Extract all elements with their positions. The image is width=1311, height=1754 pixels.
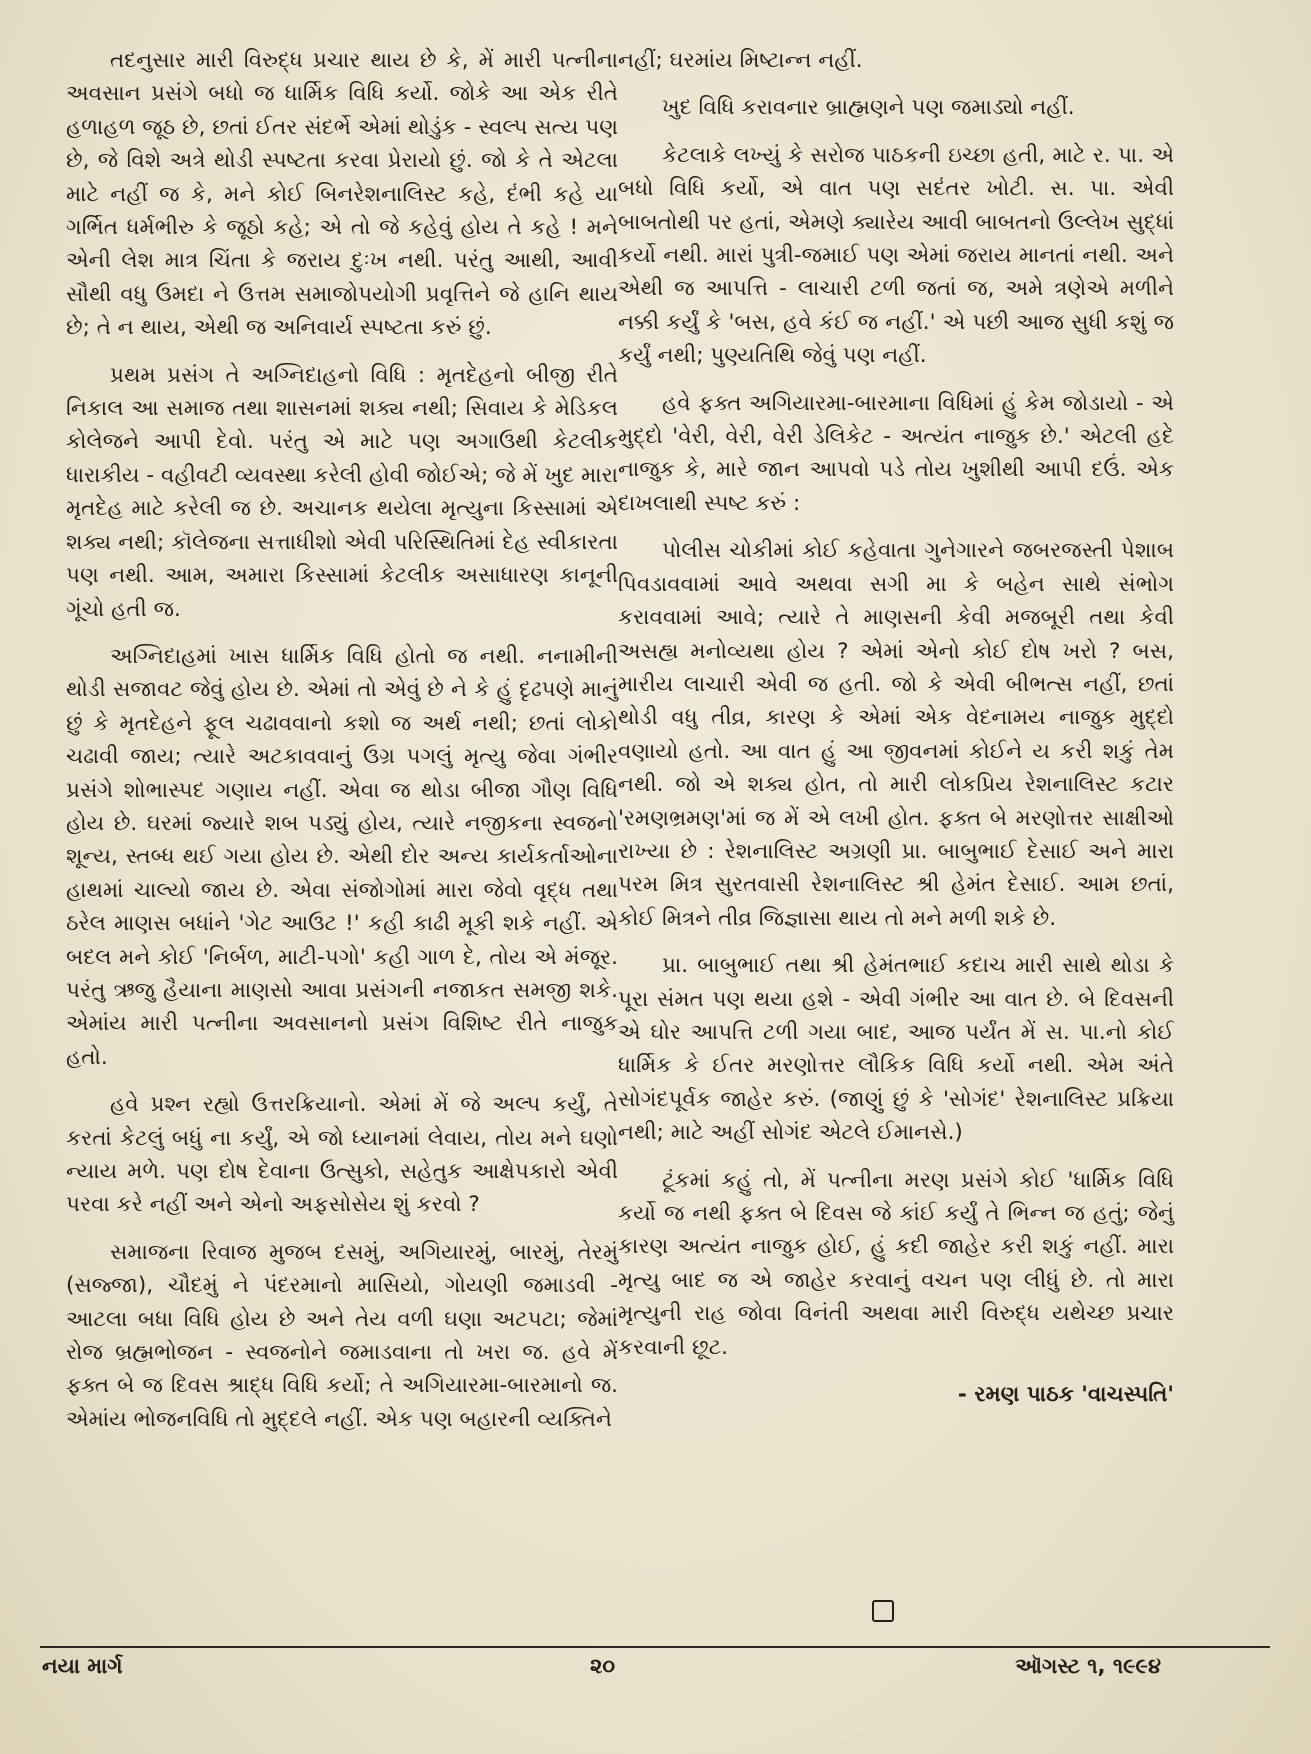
paragraph: પ્રા. બાબુભાઈ તથા શ્રી હેમંતભાઈ કદાચ મારી સાથે થોડા કે પૂરા સંમત પણ થયા હશે - એવી ગંભીર આ વાત છે. બે દિવસની એ ઘોર આપત્તિ ટળી ગયા બાદ, આજ પર્યંત મેં સ. પા.નો કોઈ ધાર્મિક કે ઈતર મરણોત્તર લૌકિક વિધિ કર્યો નથી. એમ અંતે સોગંદપૂર્વક જાહેર કરું. (જાણું છું કે 'સોગંદ' રેશનાલિસ્ટ પ્રક્રિયા નથી; માટે અહીં સોગંદ એટલે ઈમાનસે.) bbox=[618, 953, 1174, 1146]
paragraph: સમાજના રિવાજ મુજબ દસમું, અગિયારમું, બારમું, તેરમું (સજ્જા), ચૌદમું ને પંદરમાનો માસિયો, ગોયણી જમાડવી - આટલા બધા વિધિ હોય છે અને તેય વળી ઘણા અટપટા; જેમાં રોજ બ્રહ્મભોજન - સ્વજનોને જમાડવાના તો ખરા જ. હવે મેં ફક્ત બે જ દિવસ શ્રાદ્ધ વિધિ કર્યો; તે અગિયારમા-બારમાનો જ. એમાંય ભોજનવિધિ તો મુદ્દલે નહીં. એક પણ બહારની વ્યક્તિને bbox=[66, 1239, 618, 1432]
left-column bbox=[66, 44, 618, 1450]
footer-date: ઑગસ્ટ ૧, ૧૯૯૪ bbox=[1015, 1654, 1161, 1678]
paragraph: અગ્નિદાહમાં ખાસ ધાર્મિક વિધિ હોતો જ નથી. નનામીની થોડી સજાવટ જેવું હોય છે. એમાં તો એવું છે ને કે હું દૃઢપણે માનું છું કે મૃતદેહને ફૂલ ચઢાવવાનો કશો જ અર્થ નથી; છતાં લોકો ચઢાવી જાય; ત્યારે અટકાવવાનું ઉગ્ર પગલું મૃત્યુ જેવા ગંભીર પ્રસંગે શોભાસ્પદ ગણાય નહીં. એવા જ થોડા બીજા ગૌણ વિધિ હોય છે. ઘરમાં જ્યારે શબ પડ્યું હોય, ત્યારે નજીકના સ્વજનો શૂન્ય, સ્તબ્ધ થઈ ગયા હોય છે. એથી દોર અન્ય કાર્યકર્તાઓના હાથમાં ચાલ્યો જાય છે. એવા સંજોગોમાં મારા જેવો વૃદ્ધ તથા ઠરેલ માણસ બધાંને 'ગેટ આઉટ !' કહી કાઢી મૂકી શકે નહીં. એ બદલ મને કોઈ 'નિર્બળ, માટી-પગો' કહી ગાળ દે, તોય એ મંજૂર. પરંતુ ઋજુ હૈયાના માણસો આવા પ્રસંગની નજાકત સમજી શકે. એમાંય મારી પત્નીના અવસાનનો પ્રસંગ વિશિષ્ટ રીતે નાજુક હતો. bbox=[66, 643, 618, 1070]
paragraph: તદનુસાર મારી વિરુદ્ધ પ્રચાર થાય છે કે, મેં મારી પત્નીના અવસાન પ્રસંગે બધો જ ધાર્મિક વિધિ કર્યો. જોકે આ એક રીતે હળાહળ જૂઠ છે, છતાં ઈતર સંદર્ભે એમાં થોડુંક - સ્વલ્પ સત્ય પણ છે, જે વિશે અત્રે થોડી સ્પષ્ટતા કરવા પ્રેરાયો છું. જો કે તે એટલા માટે નહીં જ કે, મને કોઈ બિનરેશનાલિસ્ટ કહે, દંભી કહે યા ગર્ભિત ધર્મભીરુ કે જૂઠો કહે; એ તો જે કહેવું હોય તે કહે ! મને એની લેશ માત્ર ચિંતા કે જરાય દુઃખ નથી. પરંતુ આથી, આવી સૌથી વધુ ઉમદા ને ઉત્તમ સમાજોપયોગી પ્રવૃત્તિને જે હાનિ થાય છે; તે ન થાય, એથી જ અનિવાર્ય સ્પષ્ટતા કરું છું. bbox=[66, 48, 618, 341]
right-column bbox=[618, 44, 1174, 1425]
paragraph-continuation: નહીં; ઘરમાંય મિષ્ટાન્ન નહીં. bbox=[618, 48, 863, 73]
end-mark-icon bbox=[872, 1600, 894, 1622]
paragraph: ટૂંકમાં કહું તો, મેં પત્નીના મરણ પ્રસંગે કોઈ 'ધાર્મિક વિધિ કર્યો જ નથી ફક્ત બે દિવસ જે કાંઈ કર્યું તે ભિન્ન જ હતું; જેનું કારણ અત્યંત નાજુક હોઈ, હું કદી જાહેર કરી શકું નહીં. મારા મૃત્યુ બાદ જ એ જાહેર કરવાનું વચન પણ લીધું છે. તો મારા મૃત્યુની રાહ જોવા વિનંતી અથવા મારી વિરુદ્ધ યથેચ્છ પ્રચાર કરવાની છૂટ. bbox=[618, 1167, 1174, 1360]
author-signature: - રમણ પાઠક 'વાચસ્પતિ' bbox=[957, 1382, 1174, 1408]
paragraph: હવે ફક્ત અગિયારમા-બારમાના વિધિમાં હું કેમ જોડાયો - એ મુદ્દો 'વેરી, વેરી, વેરી ડેલિકેટ - અત્યંત નાજુક છે.' એટલી હદે નાજુક કે, મારે જાન આપવો પડે તોય ખુશીથી આપી દઉં. એક દાખલાથી સ્પષ્ટ કરું : bbox=[618, 390, 1174, 516]
paragraph: પ્રથમ પ્રસંગ તે અગ્નિદાહનો વિધિ : મૃતદેહનો બીજી રીતે નિકાલ આ સમાજ તથા શાસનમાં શક્ય નથી; સિવાય કે મેડિકલ કોલેજને આપી દેવો. પરંતુ એ માટે પણ અગાઉથી કેટલીક ધારાકીય - વહીવટી વ્યવસ્થા કરેલી હોવી જોઈએ; જે મેં ખુદ મારા મૃતદેહ માટે કરેલી જ છે. અચાનક થયેલા મૃત્યુના કિસ્સામાં એ શક્ય નથી; કૉલેજના સત્તાધીશો એવી પરિસ્થિતિમાં દેહ સ્વીકારતા પણ નથી. આમ, અમારા કિસ્સામાં કેટલીક અસાધારણ કાનૂની ગૂંચો હતી જ. bbox=[66, 362, 618, 622]
paragraph: પોલીસ ચોકીમાં કોઈ કહેવાતા ગુનેગારને જબરજસ્તી પેશાબ પિવડાવવામાં આવે અથવા સગી મા કે બહેન સાથે સંભોગ કરાવવામાં આવે; ત્યારે તે માણસની કેવી મજબૂરી તથા કેવી અસહ્ય મનોવ્યથા હોય ? એમાં એનો કોઈ દોષ ખરો ? બસ, મારીય લાચારી એવી જ હતી. જો કે એવી બીભત્સ નહીં, છતાં થોડી વધુ તીવ્ર, કારણ કે એમાં એક વેદનામય નાજુક મુદ્દો વણાયો હતો. આ વાત હું આ જીવનમાં કોઈને ય કરી શકું તેમ નથી. જો એ શક્ય હોત, તો મારી લોકપ્રિય રેશનાલિસ્ટ કટાર 'રમણભ્રમણ'માં જ મેં એ લખી હોત. ફક્ત બે મરણોત્તર સાક્ષીઓ રાખ્યા છે : રેશનાલિસ્ટ અગ્રણી પ્રા. બાબુભાઈ દેસાઈ અને મારા પરમ મિત્ર સુરતવાસી રેશનાલિસ્ટ શ્રી હેમંત દેસાઈ. આમ છતાં, કોઈ મિત્રને તીવ્ર જિજ્ઞાસા થાય તો મને મળી શકે છે. bbox=[618, 538, 1174, 931]
paragraph: ખુદ વિધિ કરાવનાર બ્રાહ્મણને પણ જમાડ્યો નહીં. bbox=[662, 95, 1075, 121]
footer-magazine-name: નયા માર્ગ bbox=[42, 1654, 123, 1678]
footer-page-number: ૨૦ bbox=[590, 1654, 615, 1678]
footer-divider bbox=[40, 1646, 1270, 1648]
paragraph: કેટલાકે લખ્યું કે સરોજ પાઠકની ઇચ્છા હતી, માટે ર. પા. એ બધો વિધિ કર્યો, એ વાત પણ સદંતર ખોટી. સ. પા. એવી બાબતોથી પર હતાં, એમણે ક્યારેય આવી બાબતનો ઉલ્લેખ સુદ્ધાં કર્યો નથી. મારાં પુત્રી-જમાઈ પણ એમાં જરાય માનતાં નથી. અને એથી જ આપત્તિ - લાચારી ટળી જતાં જ, અમે ત્રણેએ મળીને નક્કી કર્યું કે 'બસ, હવે કંઈ જ નહીં.' એ પછી આજ સુધી કશું જ કર્યું નથી; પુણ્યતિથિ જેવું પણ નહીં. bbox=[618, 142, 1174, 369]
paragraph: હવે પ્રશ્ન રહ્યો ઉત્તરક્રિયાનો. એમાં મેં જે અલ્પ કર્યું, તે કરતાં કેટલું બધું ના કર્યું, એ જો ધ્યાનમાં લેવાય, તોય મને ઘણો ન્યાય મળે. પણ દોષ દેવાના ઉત્સુકો, સહેતુક આક્ષેપકારો એવી પરવા કરે નહીં અને એનો અફસોસેય શું કરવો ? bbox=[66, 1092, 618, 1218]
